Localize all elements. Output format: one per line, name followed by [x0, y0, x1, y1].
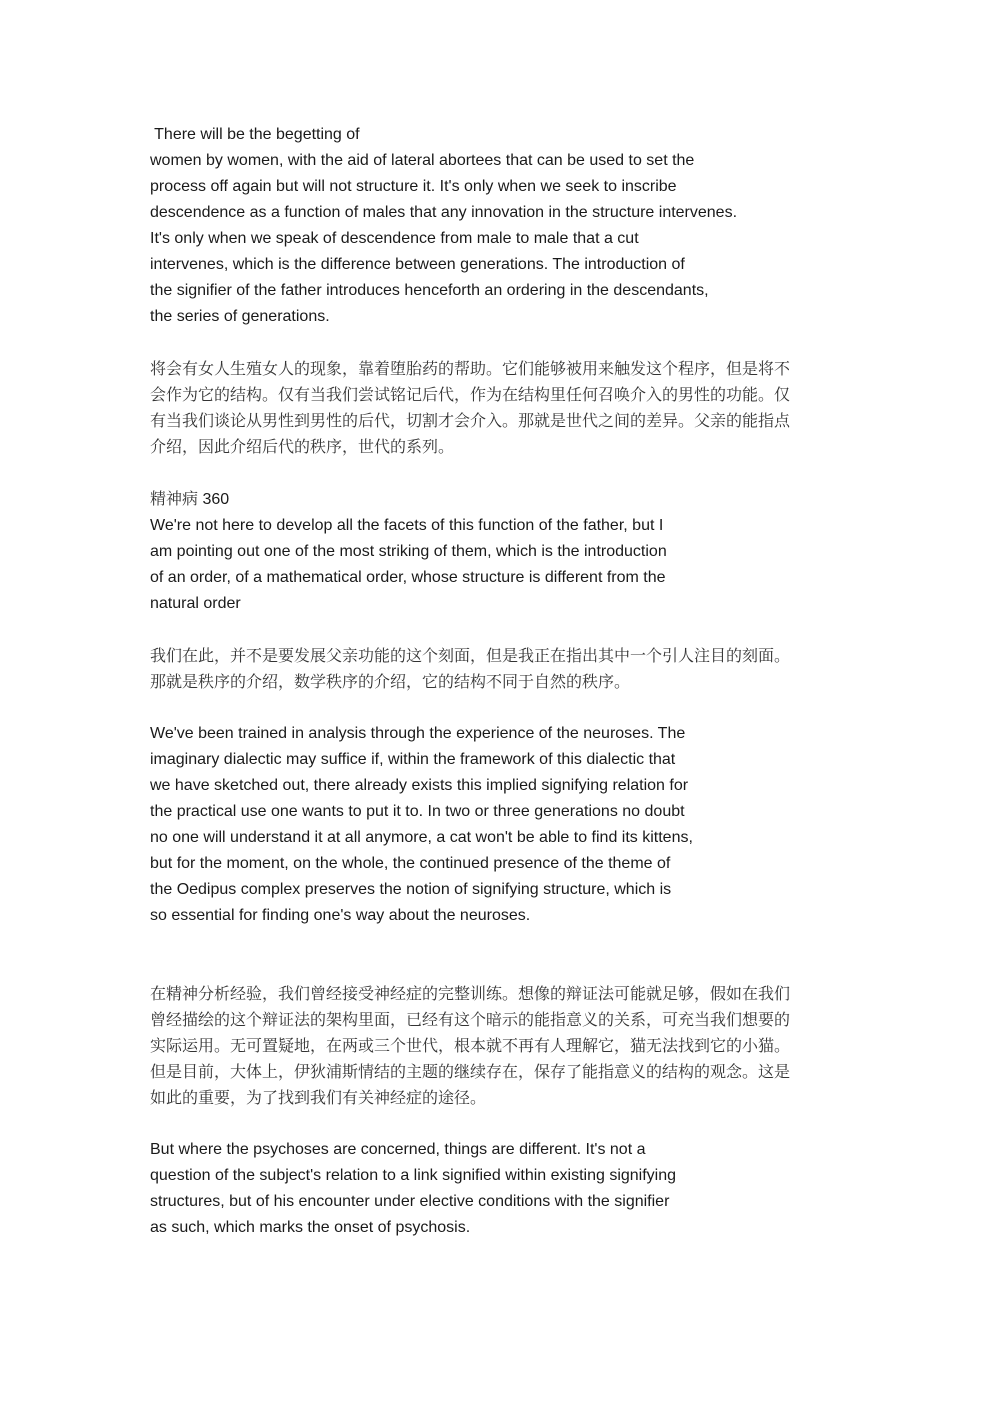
text-line: descendence as a function of males that any innovation in the structure intervenes. — [150, 204, 738, 221]
paragraph-zh-2 — [150, 643, 850, 695]
text-line: 我们在此，并不是要发展父亲功能的这个刻面，但是我正在指出其中一个引人注目的刻面。 — [150, 646, 791, 665]
text-line: But where the psychoses are concerned, things are different. It's not a — [150, 1141, 646, 1158]
text-line: 会作为它的结构。仅有当我们尝试铭记后代，作为在结构里任何召唤介入的男性的功能。仅 — [150, 385, 791, 404]
paragraph-zh-3 — [150, 981, 850, 1111]
text-line: women by women, with the aid of lateral abortees that can be used to set the — [150, 152, 695, 169]
text-line: natural order — [150, 595, 241, 612]
paragraph-en-4 — [150, 1137, 850, 1241]
text-line: we have sketched out, there already exists this implied signifying relation for — [150, 777, 689, 794]
text-line: 曾经描绘的这个辩证法的架构里面，已经有这个暗示的能指意义的关系，可充当我们想要的 — [150, 1010, 791, 1029]
paragraph-en-1 — [150, 122, 850, 330]
text-line: 将会有女人生殖女人的现象，靠着堕胎药的帮助。它们能够被用来触发这个程序，但是将不 — [150, 359, 791, 378]
text-line: 有当我们谈论从男性到男性的后代，切割才会介入。那就是世代之间的差异。父亲的能指点 — [150, 411, 791, 430]
text-line: intervenes, which is the difference between generations. The introduction of — [150, 256, 685, 273]
text-line: 在精神分析经验，我们曾经接受神经症的完整训练。想像的辩证法可能就足够，假如在我们 — [150, 984, 791, 1003]
text-line: We've been trained in analysis through the experience of the neuroses. The — [150, 725, 686, 742]
text-line: 如此的重要，为了找到我们有关神经症的途径。 — [150, 1088, 487, 1107]
text-line: no one will understand it at all anymore, a cat won't be able to find its kittens, — [150, 829, 693, 846]
text-line: the practical use one wants to put it to. In two or three generations no doubt — [150, 803, 685, 820]
text-line: so essential for finding one's way about the neuroses. — [150, 907, 531, 924]
text-line: imaginary dialectic may suffice if, within the framework of this dialectic that — [150, 751, 676, 768]
text-line: question of the subject's relation to a link signified within existing signifying — [150, 1167, 677, 1184]
text-line: 但是目前，大体上，伊狄浦斯情结的主题的继续存在，保存了能指意义的结构的观念。这是 — [150, 1062, 791, 1081]
text-line: the signifier of the father introduces henceforth an ordering in the descendants, — [150, 282, 709, 299]
text-line: 介绍，因此介绍后代的秩序，世代的系列。 — [150, 437, 455, 456]
section-heading-title: 精神病 — [150, 489, 199, 508]
text-line: There will be the begetting of — [150, 126, 360, 143]
text-line: am pointing out one of the most striking of them, which is the introduction — [150, 543, 667, 560]
text-line: but for the moment, on the whole, the continued presence of the theme of — [150, 855, 671, 872]
paragraph-zh-1 — [150, 356, 850, 460]
text-line: 那就是秩序的介绍，数学秩序的介绍，它的结构不同于自然的秩序。 — [150, 672, 631, 691]
text-line: the Oedipus complex preserves the notion of signifying structure, which is — [150, 881, 672, 898]
text-line: the series of generations. — [150, 308, 330, 325]
text-line: process off again but will not structure it. It's only when we seek to inscribe — [150, 178, 677, 195]
paragraph-en-2 — [150, 513, 850, 617]
text-line: structures, but of his encounter under elective conditions with the signifier — [150, 1193, 670, 1210]
document-page — [150, 122, 850, 1241]
text-line: We're not here to develop all the facets of this function of the father, but I — [150, 517, 664, 534]
text-line: of an order, of a mathematical order, whose structure is different from the — [150, 569, 666, 586]
text-line: 实际运用。无可置疑地，在两或三个世代，根本就不再有人理解它，猫无法找到它的小猫。 — [150, 1036, 791, 1055]
page-number: 360 — [198, 491, 230, 508]
section-heading — [150, 486, 850, 513]
text-line: as such, which marks the onset of psychosis. — [150, 1219, 471, 1236]
text-line: It's only when we speak of descendence from male to male that a cut — [150, 230, 639, 247]
paragraph-en-3 — [150, 721, 850, 929]
